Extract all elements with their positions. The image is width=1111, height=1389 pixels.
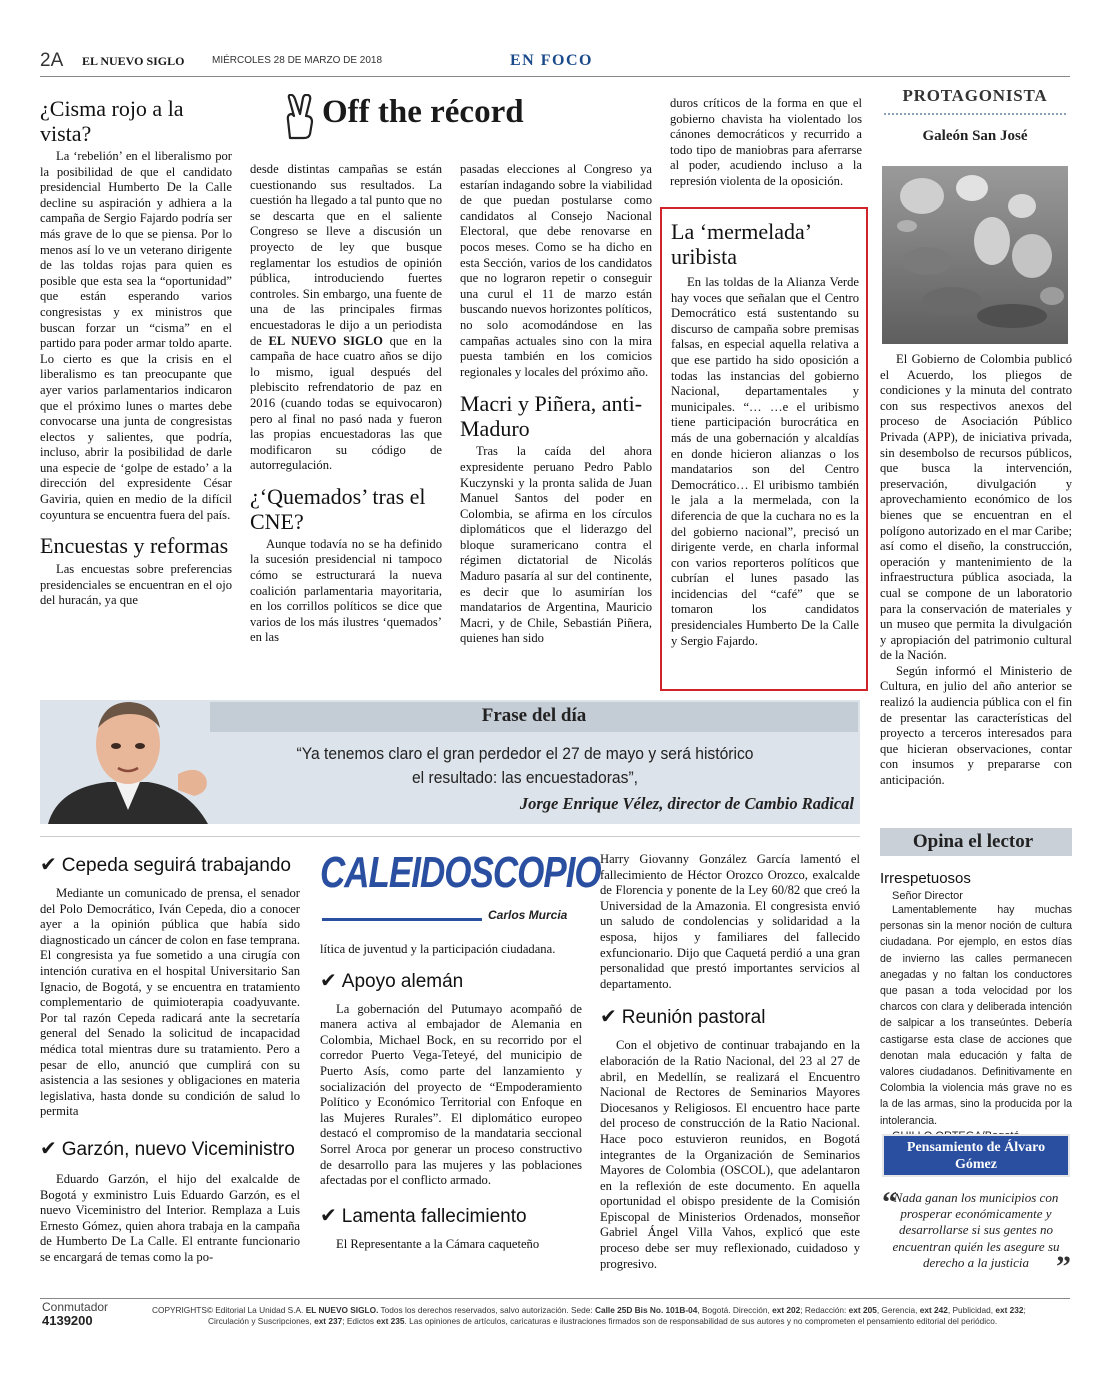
page-header [40,48,1070,76]
brief-body: Eduardo Garzón, el hijo del exalcalde de Bogotá y exministro Luis Eduardo Garzón, es el nuevo Viceministro del Interior. Remplaza a Luis Ernesto Gómez, quien ahora trabaja en la campaña de Humberto De La Calle. El entrante funcionario se encargará de temas como la po- [40,1171,300,1264]
mermelada-article [671,219,859,649]
article-body: Tras la caída del ahora expresidente peruano Pedro Pablo Kuczynski y la pronta salida de Juan Manuel Santos del poder en Colombia, se afirma en los círculos diplomáticos que el liderazgo del bloque suramericano contra el régimen dictatorial de Nicolás Maduro pasaría al sur del continente, es decir que lo asumirían los mandatarios de Argentina, Mauricio Macri, y de Chile, Sebastián Piñera, quienes han sido [460,444,652,646]
brief-heading [320,968,582,994]
conmutador-number: 4139200 [42,1313,93,1328]
caleidoscopio-column [320,942,582,1252]
brief-title: Reunión pastoral [621,1007,766,1029]
check-icon: ✔ [320,967,337,992]
protagonista-label: PROTAGONISTA [902,86,1048,105]
victory-hand-icon [280,94,320,140]
caleidoscopio-title: CALEIDOSCOPIO [320,848,601,897]
article-body: duros críticos de la forma en que el gobierno chavista ha violentado los cánones democráticos y recurrido a todo tipo de maniobras para aferrarse al poder, acudiendo incluso a la represión violenta de la oposición. [670,96,862,188]
check-icon: ✔ [320,1202,337,1227]
pensamiento-header [882,1134,1070,1177]
article-title: Encuestas y reformas [40,533,229,559]
article-body: pasadas elecciones al Congreso ya estarían indagando sobre la viabilidad de que puedan postularse como candidatos al Consejo Nacional Electoral, que debe renovarse en pocos meses. Como se ha dicho en esta Sección, varios de los candidatos que no lograron repetir o conseguir una curul el 11 de marzo están buscando nuevos horizontes políticos, no solo acomodándose en las campañas actuales sino con la mira puesta también en los comicios regionales y locales del próximo año. [460,162,652,379]
brief-heading [320,1203,582,1229]
article-body: desde distintas campañas se están cuestionando sus resultados. La cuestión ha llegado a tal punto que no se descarta que en el saliente Congreso se lleve a discusión un proyecto de ley que busque reglamentar los estudios de opinión pública, introduciendo fuertes controles. Sin embargo, una fuente de una de las principales firmas encuestadoras le dijo a un periodista de EL NUEVO SIGLO que en la campaña de hace cuatro años se dijo lo mismo, igual después del plebiscito refrendatorio de paz en 2016 (cuando todas se equivocaron) pero al final no pasó nada y fueron las propias encuestadoras las que modificaron su código de autorregulación. [250,162,442,473]
article-body: La ‘rebelión’ en el liberalismo por la posibilidad de que el candidato presidencial Humberto De la Calle decline su aspiración y adhiera a la campaña de Sergio Fajardo podría ser más grave de lo que se piensa. Por lo menos así lo ve un veterano dirigente de las toldas rojas para quien es posible que esta sea la “oportunidad” que están esperando varios congresistas y ex ministros que buscan forzar un “cisma” en el partido para poder armar toldo aparte. Lo cierto es que la crisis en el liberalismo es tan preocupante que ayer varios parlamentarios indicaron que el próximo lunes o martes debe convocarse una junta de congresistas electos y salientes, que podría, incluso, abrir la posibilidad de darle una especie de ‘golpe de estado’ a la dirección del expresidente César Gaviria, quien en medio de la difícil coyuntura se encuentra fuera del país. [40,149,232,522]
page-number: 2A [40,50,64,71]
quote-line: el resultado: las encuestadoras”, [411,768,639,787]
header-rule [40,76,1070,77]
footer-rule [40,1298,1070,1299]
article-title: La ‘mermelada’ uribista [671,219,811,269]
pensamiento-text: Nada ganan los municipios con prosperar económicamente y desarrollarse si sus gentes no encuentran quién les asegure su derecho a la justicia [892,1190,1060,1270]
quote-line: “Ya tenemos claro el gran perdedor el 27 de mayo y será histórico [296,744,754,763]
protagonista-body: El Gobierno de Colombia publicó el Acuerdo, los pliegos de condiciones y la minuta del contrato con sus respectivos anexos del proceso de Asociación Público Privada (APP), de iniciativa privada, sin desembolso de recursos públicos, que busca la intervención, preservación, divulgación y aprovechamiento económico de los bienes que se encuentran en el polígono autorizado en el mar Caribe; así como el diseño, la construcción, operación y mantenimiento de la infraestructura pública asociada, la cual se compone de un laboratorio para la conservación de materiales y un museo que permita la divulgación y apropiación del patrimonio cultural de la Nación. Según informó el Ministerio de Cultura, en julio del año anterior se realizó la audiencia pública con el fin de presentar las características del proyecto a terceros interesados para que hicieran observaciones, contar con insumos y prepararse con anticipación. [880,352,1072,788]
opina-label: Opina el lector [912,831,1034,852]
conmutador [42,1300,142,1328]
letter-body: Lamentablemente hay muchas personas sin la menor noción de cultura ciudadana. Por ejemplo, en estos días de invierno las calles permanecen anegadas y no faltan los conductores que pasan a toda velocidad por los charcos con clara y deliberada intención de salpicar a los transeúntes. Debería castigarse esta clase de acciones que denotan mala educación y falta de valores ciudadanos. Definitivamente en Colombia la violencia más grave no es la de las armas, sino la producida por la intolerancia. [880,904,1072,1127]
briefs-left [40,852,300,1265]
frase-author: Jorge Enrique Vélez, director de Cambio Radical [519,794,854,813]
highlight-box [660,207,868,691]
check-icon: ✔ [600,1004,617,1029]
brief-title: Garzón, nuevo Viceministro [61,1138,295,1160]
footer-copyright [152,1305,1072,1327]
caleidoscopio-logo [320,848,601,926]
pensamiento-quote [880,1186,1072,1286]
footer-line: Circulación y Suscripciones, ext 237; Edictos ext 235. Las opiniones de artículos, caricaturas e ilustraciones firmados son de responsabilidad de sus autores y no comprometen el pensamiento editorial del periódico. [208,1316,998,1326]
briefs-right [600,852,860,1272]
protagonista-panel [880,86,1070,145]
article-title: ¿‘Quemados’ tras el CNE? [250,483,426,534]
frase-label: Frase del día [481,705,587,726]
brief-body: lítica de juventud y la participación ciudadana. [320,942,556,956]
article-body: En las toldas de la Alianza Verde hay voces que señalan que el Centro Democrático está sustentando su discurso de campaña sobre premisas falsas, en especial aquella relativa a que ese partido ha sido oposición a todas las instancias del gobierno Nacional, departamentales y municipales. “… …e el uribismo tiene participación burocrática en más de una gobernación y alcaldías en donde hicieron alianzas o los mandatarios son del Centro Democrático… El uribismo también le jala a la mermelada, con la diferencia de que la cuchara no es la del gobierno nacional”, precisó un dirigente verde, en charla informal con varios reporteros políticos que cubrían el lunes pasado las incidencias del “café” que se tomaron los candidatos presidenciales Humberto De la Calle y Sergio Fajardo. [671,275,859,648]
caleidoscopio-author: Carlos Murcia [488,908,568,922]
protagonista-title: Galeón San José [922,128,1028,144]
opina-bar [880,828,1072,856]
article-title: Macri y Piñera, anti-Maduro [460,391,643,442]
brief-body: Harry Giovanny González García lamentó el fallecimiento de Héctor Orozco Orozco, exalcalde de Florencia y ponente de la Ley 60/82 que creó la Universidad de la Amazonia. El congresista envió un saludo de condolencias y solidaridad a la esposa, hijos y familiares del fallecido exfuncionario. Dijo que Caquetá perdió a una gran personalidad que prestó importantes servicios al departamento. [600,852,860,991]
paper-name-inline: EL NUEVO SIGLO [268,333,383,348]
opina-letter [880,870,1072,1142]
brief-body: El Representante a la Cámara caqueteño [336,1236,540,1251]
paper-name: EL NUEVO SIGLO [82,54,185,68]
section-name: EN FOCO [510,52,593,69]
brief-heading [40,852,300,878]
dotted-divider [884,113,1066,115]
article-body: Las encuestas sobre preferencias presidenciales se encuentran en el ojo del huracán, ya que [40,562,232,608]
footer-line: COPYRIGHTS© Editorial La Unidad S.A. EL NUEVO SIGLO. Todos los derechos reservados, salvo autorización. Sede: Calle 25D Bis No. 101B-04, Bogotá. Dirección, ext 202; Redacción: ext 205, Gerencia, ext 242, Publicidad, ext 232; [152,1305,1026,1315]
column-cne [460,162,652,647]
offrecord-title: Off the récord [322,94,524,130]
open-quote-icon: “ [882,1186,897,1219]
brief-title: Apoyo alemán [341,970,464,992]
brief-body: Mediante un comunicado de prensa, el senador del Polo Democrático, Iván Cepeda, dio a conocer ayer a la opinión pública que había sido diagnosticado un cáncer de colon en fase temprana. El congresista ya fue sometido a una cirugía con intención curativa en el hospital Universitario San Ignacio, de Bogotá, y se encuentra en tratamiento complementario de quimioterapia coadyuvante. Por tal razón Cepeda radicará ante la secretaría general del Senado la solicitud de incapacidad médica total mientras dure su tratamiento. Pero a pesar de ello, anunció que cumplirá con su asistencia a las sesiones y obligaciones en materia legislativa, hasta donde su condición de salud lo permita [40,886,300,1119]
conmutador-label: Conmutador [42,1300,109,1314]
brief-body: Con el objetivo de continuar trabajando en la elaboración de la Ratio Nacional, del 23 al 27 de abril, en Medellín, se realizará el Encuentro Nacional de Rectores de Seminarios Mayores Diocesanos y Religiosos. El encuentro hace parte del proceso de construcción de la Ratio Nacional. Hace poco estuvieron reunidos, en Bogotá integrantes de la Organización de Seminarios Mayores de Colombia (OSCOL), que adelantaron en la reflexión de este documento. En aquella oportunidad el obispo presidente de la Comisión Episcopal de Ministerios Ordenados, monseñor Gabriel Ángel Villa Vahos, explicó que este proceso debe ser muy reflexionado, cuidadoso y progresivo. [600,1038,860,1271]
check-icon: ✔ [40,1135,57,1160]
brief-body: La gobernación del Putumayo acompañó de manera activa al embajador de Alemania en Colombia, Michael Bock, en su recorrido por el corredor Puerto Vega-Teteyé, del municipio de Puerto Asís, como parte del lanzamiento y socialización del proyecto de “Empoderamiento Político y Económico Territorial con Enfoque en las Mujeres Rurales”. El diplomático europeo destacó el compromiso de la mandataria seccional Sorrel Aroca por generar un proceso constructivo de desarrollo para las mujeres y las poblaciones afectadas por el conflicto armado. [320,1001,582,1188]
brief-heading [40,1136,300,1162]
brief-title: Cepeda seguirá trabajando [61,855,291,876]
logo-underline [322,918,482,921]
issue-date: MIÉRCOLES 28 DE MARZO DE 2018 [212,55,383,66]
frase-quote [272,742,778,790]
column-macri [670,96,862,190]
check-icon: ✔ [40,852,57,876]
offrecord-heading [250,92,650,142]
section-rule [40,836,860,837]
frase-label-bar [210,702,858,732]
article-body: Aunque todavía no se ha definido la sucesión presidencial ni tampoco cómo se estructurará la nueva coalición parlamentaria mayoritaria, en los corrillos políticos se dice que varios de los más ilustres ‘quemados’ en las [250,536,442,645]
speaker-photo [38,692,218,824]
column-encuestas [250,162,442,646]
brief-heading [600,1004,860,1030]
brief-title: Lamenta fallecimiento [341,1205,527,1227]
close-quote-icon: ” [1056,1250,1071,1283]
pensamiento-label: Pensamiento de Álvaro Gómez [906,1140,1046,1172]
letter-title: Irrespetuosos [880,870,971,887]
article-title: ¿Cisma rojo a la vista? [40,96,184,146]
letter-salutation: Señor Director [892,890,963,902]
column-cisma [40,96,232,609]
shipwreck-photo [882,166,1068,344]
